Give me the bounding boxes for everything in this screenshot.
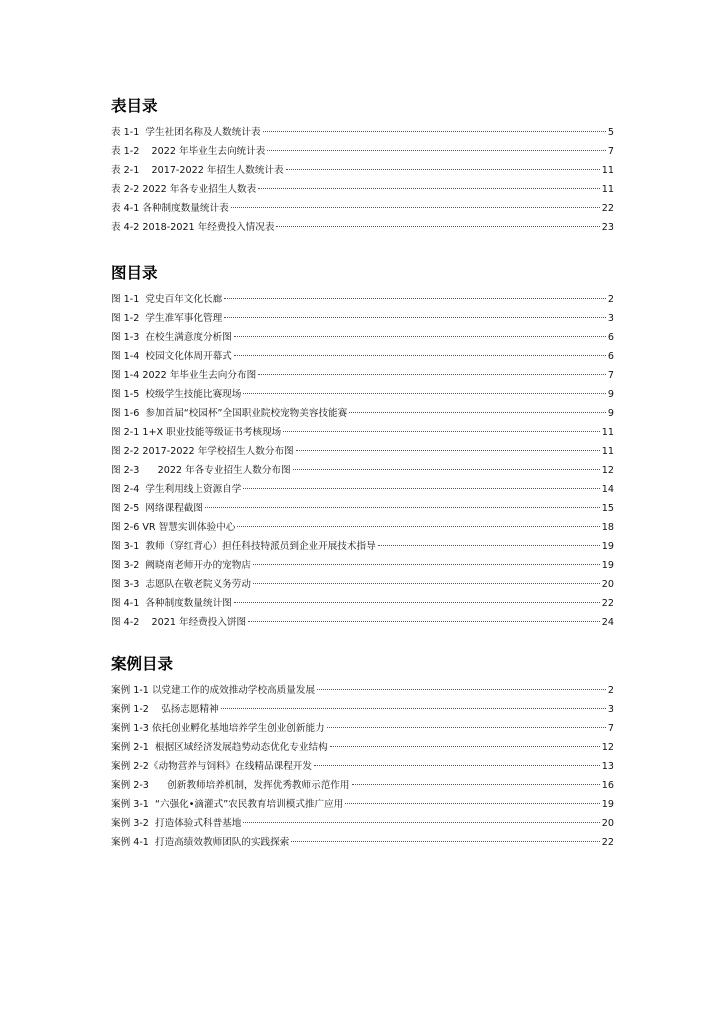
toc-entry-page-number: 7 bbox=[607, 146, 614, 157]
list-of-cases bbox=[111, 651, 614, 852]
toc-entry[interactable] bbox=[111, 833, 614, 852]
dot-leader bbox=[327, 727, 606, 728]
toc-entry[interactable] bbox=[111, 347, 614, 366]
toc-entry-page-number: 23 bbox=[601, 222, 614, 233]
toc-entry-page-number: 11 bbox=[601, 184, 614, 195]
toc-entry[interactable] bbox=[111, 309, 614, 328]
toc-entry-page-number: 11 bbox=[601, 165, 614, 176]
toc-entry[interactable] bbox=[111, 366, 614, 385]
toc-entry-page-number: 13 bbox=[601, 761, 614, 772]
toc-entry[interactable] bbox=[111, 199, 614, 218]
toc-entry-page-number: 16 bbox=[601, 780, 614, 791]
dot-leader bbox=[258, 188, 600, 189]
dot-leader bbox=[253, 583, 600, 584]
toc-entry-page-number: 3 bbox=[607, 313, 614, 324]
dot-leader bbox=[291, 841, 599, 842]
toc-entry-label: 图 1-4 2022 年毕业生去向分布图 bbox=[111, 370, 257, 381]
dot-leader bbox=[330, 746, 600, 747]
toc-entry[interactable] bbox=[111, 404, 614, 423]
toc-entry[interactable] bbox=[111, 385, 614, 404]
toc-entry[interactable] bbox=[111, 290, 614, 309]
toc-entry-label: 案例 1-2 弘扬志愿精神 bbox=[111, 704, 219, 715]
toc-entry-label: 案例 1-3 依托创业孵化基地培养学生创业创新能力 bbox=[111, 723, 325, 734]
cases-entries bbox=[111, 681, 614, 852]
list-of-tables bbox=[111, 93, 614, 237]
toc-entry[interactable] bbox=[111, 499, 614, 518]
toc-entry[interactable] bbox=[111, 423, 614, 442]
dot-leader bbox=[237, 526, 599, 527]
toc-entry-page-number: 19 bbox=[601, 799, 614, 810]
toc-entry[interactable] bbox=[111, 575, 614, 594]
toc-entry-page-number: 7 bbox=[607, 370, 614, 381]
dot-leader bbox=[352, 784, 600, 785]
toc-entry[interactable] bbox=[111, 518, 614, 537]
toc-entry-label: 案例 3-1 “六强化•滴灌式”农民教育培训模式推广应用 bbox=[111, 799, 344, 810]
toc-entry-label: 案例 3-2 打造体验式科普基地 bbox=[111, 818, 242, 829]
toc-entry-label: 图 3-1 教师（穿红背心）担任科技特派员到企业开展技术指导 bbox=[111, 541, 376, 552]
tables-entries bbox=[111, 123, 614, 237]
toc-entry-label: 图 3-2 阙晓南老师开办的宠物店 bbox=[111, 560, 251, 571]
dot-leader bbox=[349, 412, 606, 413]
toc-entry-page-number: 20 bbox=[601, 818, 614, 829]
toc-entry[interactable] bbox=[111, 700, 614, 719]
toc-entry-page-number: 18 bbox=[601, 522, 614, 533]
toc-entry[interactable] bbox=[111, 218, 614, 237]
toc-entry[interactable] bbox=[111, 776, 614, 795]
section-title-figures: 图目录 bbox=[111, 264, 158, 282]
toc-entry-page-number: 9 bbox=[607, 408, 614, 419]
dot-leader bbox=[205, 507, 600, 508]
dot-leader bbox=[243, 393, 606, 394]
toc-entry[interactable] bbox=[111, 613, 614, 632]
toc-entry-label: 图 4-2 2021 年经费投入饼图 bbox=[111, 617, 247, 628]
dot-leader bbox=[276, 226, 599, 227]
toc-entry-label: 图 1-5 校级学生技能比赛现场 bbox=[111, 389, 242, 400]
toc-entry-label: 图 1-2 学生准军事化管理 bbox=[111, 313, 223, 324]
dot-leader bbox=[234, 602, 600, 603]
dot-leader bbox=[283, 431, 600, 432]
toc-entry[interactable] bbox=[111, 757, 614, 776]
toc-entry-label: 图 1-3 在校生满意度分析图 bbox=[111, 332, 232, 343]
toc-entry-page-number: 11 bbox=[601, 427, 614, 438]
toc-entry-page-number: 15 bbox=[601, 503, 614, 514]
toc-entry-label: 图 1-1 党史百年文化长廊 bbox=[111, 294, 223, 305]
toc-entry[interactable] bbox=[111, 738, 614, 757]
toc-entry[interactable] bbox=[111, 719, 614, 738]
toc-entry-label: 表 4-1 各种制度数量统计表 bbox=[111, 203, 229, 214]
toc-entry-label: 图 2-2 2017-2022 年学校招生人数分布图 bbox=[111, 446, 294, 457]
section-title-tables: 表目录 bbox=[111, 97, 158, 115]
toc-entry[interactable] bbox=[111, 480, 614, 499]
dot-leader bbox=[243, 822, 599, 823]
toc-entry[interactable] bbox=[111, 123, 614, 142]
toc-entry-page-number: 3 bbox=[607, 704, 614, 715]
dot-leader bbox=[253, 564, 600, 565]
dot-leader bbox=[234, 336, 606, 337]
toc-entry-label: 表 1-2 2022 年毕业生去向统计表 bbox=[111, 146, 266, 157]
toc-entry-page-number: 6 bbox=[607, 351, 614, 362]
toc-entry-page-number: 14 bbox=[601, 484, 614, 495]
toc-entry-label: 图 2-3 2022 年各专业招生人数分布图 bbox=[111, 465, 291, 476]
dot-leader bbox=[224, 298, 606, 299]
section-title-cases: 案例目录 bbox=[111, 655, 174, 673]
dot-leader bbox=[314, 765, 600, 766]
dot-leader bbox=[234, 355, 606, 356]
toc-entry-page-number: 7 bbox=[607, 723, 614, 734]
dot-leader bbox=[293, 469, 600, 470]
toc-entry-label: 图 1-6 参加首届“校园杯”全国职业院校宠物美容技能赛 bbox=[111, 408, 348, 419]
toc-entry-label: 案例 2-1 根据区域经济发展趋势动态优化专业结构 bbox=[111, 742, 328, 753]
figures-entries bbox=[111, 290, 614, 632]
toc-entry-page-number: 2 bbox=[607, 294, 614, 305]
toc-entry[interactable] bbox=[111, 461, 614, 480]
toc-entry-page-number: 22 bbox=[601, 837, 614, 848]
toc-entry-label: 图 2-5 网络课程截图 bbox=[111, 503, 203, 514]
dot-leader bbox=[296, 450, 600, 451]
toc-entry[interactable] bbox=[111, 537, 614, 556]
dot-leader bbox=[258, 374, 606, 375]
toc-entry[interactable] bbox=[111, 142, 614, 161]
toc-entry[interactable] bbox=[111, 180, 614, 199]
toc-entry-page-number: 22 bbox=[601, 598, 614, 609]
toc-entry-label: 表 2-1 2017-2022 年招生人数统计表 bbox=[111, 165, 284, 176]
toc-entry-page-number: 5 bbox=[607, 127, 614, 138]
toc-entry[interactable] bbox=[111, 681, 614, 700]
toc-entry-label: 图 4-1 各种制度数量统计图 bbox=[111, 598, 232, 609]
toc-entry[interactable] bbox=[111, 161, 614, 180]
dot-leader bbox=[267, 150, 606, 151]
toc-entry[interactable] bbox=[111, 795, 614, 814]
list-of-figures bbox=[111, 260, 614, 632]
toc-entry-label: 图 2-1 1+X 职业技能等级证书考核现场 bbox=[111, 427, 282, 438]
toc-entry[interactable] bbox=[111, 814, 614, 833]
dot-leader bbox=[378, 545, 600, 546]
toc-entry-page-number: 6 bbox=[607, 332, 614, 343]
toc-entry-label: 表 4-2 2018-2021 年经费投入情况表 bbox=[111, 222, 275, 233]
toc-entry-label: 案例 2-2《动物营养与饲料》在线精品课程开发 bbox=[111, 761, 312, 772]
toc-entry[interactable] bbox=[111, 442, 614, 461]
toc-entry-page-number: 2 bbox=[607, 685, 614, 696]
dot-leader bbox=[248, 621, 600, 622]
toc-entry-page-number: 24 bbox=[601, 617, 614, 628]
dot-leader bbox=[286, 169, 600, 170]
toc-entry-label: 表 1-1 学生社团名称及人数统计表 bbox=[111, 127, 261, 138]
toc-entry-page-number: 19 bbox=[601, 541, 614, 552]
toc-entry-label: 案例 1-1 以党建工作的成效推动学校高质量发展 bbox=[111, 685, 316, 696]
toc-entry-label: 案例 2-3 创新教师培养机制，发挥优秀教师示范作用 bbox=[111, 780, 350, 791]
toc-entry[interactable] bbox=[111, 556, 614, 575]
toc-entry-page-number: 11 bbox=[601, 446, 614, 457]
toc-entry-page-number: 9 bbox=[607, 389, 614, 400]
toc-entry-page-number: 22 bbox=[601, 203, 614, 214]
toc-entry-page-number: 12 bbox=[601, 742, 614, 753]
dot-leader bbox=[263, 131, 606, 132]
dot-leader bbox=[345, 803, 599, 804]
toc-entry-label: 图 1-4 校园文化体周开幕式 bbox=[111, 351, 232, 362]
toc-entry-page-number: 12 bbox=[601, 465, 614, 476]
toc-entry-label: 表 2-2 2022 年各专业招生人数表 bbox=[111, 184, 257, 195]
dot-leader bbox=[231, 207, 600, 208]
toc-entry-page-number: 20 bbox=[601, 579, 614, 590]
dot-leader bbox=[243, 488, 599, 489]
toc-entry-label: 案例 4-1 打造高绩效教师团队的实践探索 bbox=[111, 837, 290, 848]
toc-entry[interactable] bbox=[111, 328, 614, 347]
dot-leader bbox=[221, 708, 606, 709]
toc-entry-label: 图 2-4 学生利用线上资源自学 bbox=[111, 484, 242, 495]
toc-entry-page-number: 19 bbox=[601, 560, 614, 571]
dot-leader bbox=[317, 689, 606, 690]
toc-entry-label: 图 2-6 VR 智慧实训体验中心 bbox=[111, 522, 236, 533]
dot-leader bbox=[224, 317, 606, 318]
toc-entry[interactable] bbox=[111, 594, 614, 613]
toc-entry-label: 图 3-3 志愿队在敬老院义务劳动 bbox=[111, 579, 251, 590]
